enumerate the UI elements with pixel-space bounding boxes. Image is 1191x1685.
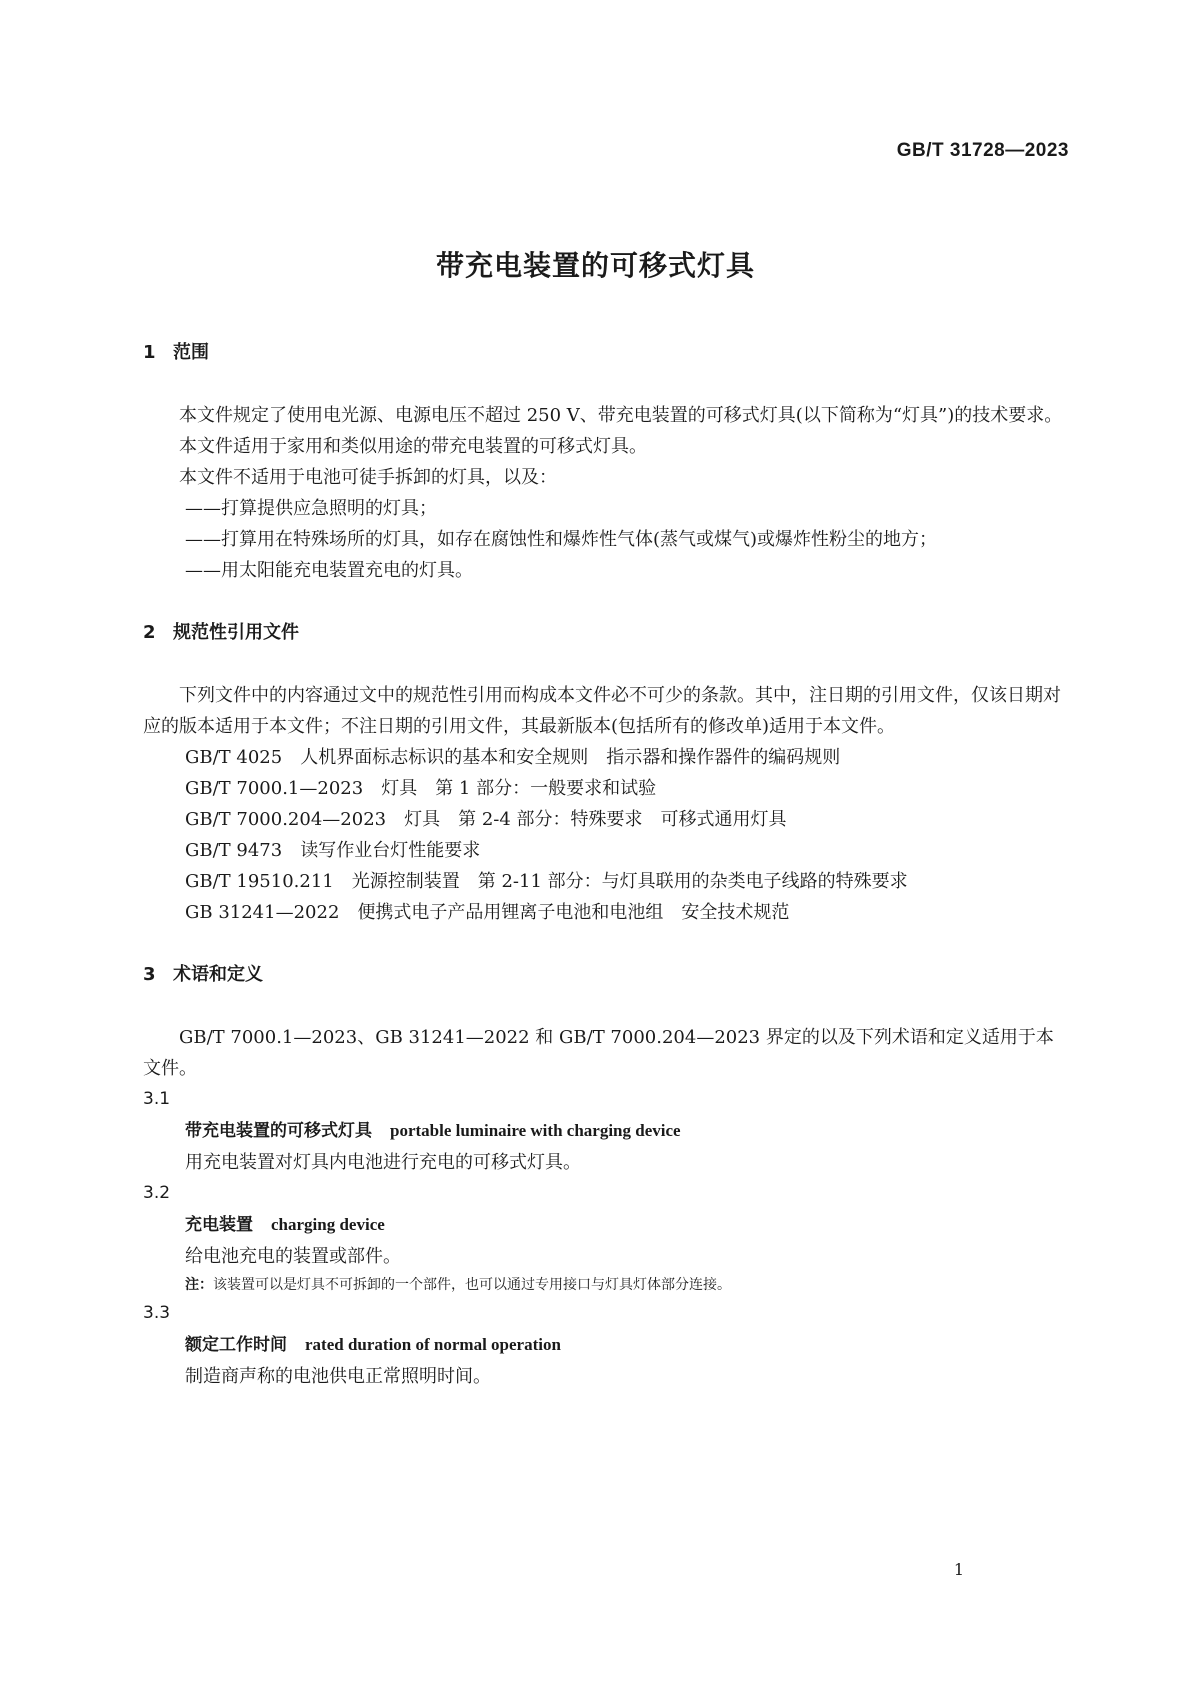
list-item: ——打算提供应急照明的灯具；	[185, 498, 437, 519]
term-number: 3.3	[143, 1303, 171, 1323]
term-heading	[143, 1209, 1063, 1241]
section-heading-terms	[143, 960, 1063, 990]
term-heading	[143, 1115, 1063, 1147]
paragraph: GB/T 7000.1—2023、GB 31241—2022 和 GB/T 7000.204—2023 界定的以及下列术语和定义适用于本文件。	[143, 1027, 1054, 1079]
reference-item: GB/T 7000.204—2023 灯具 第 2-4 部分：特殊要求 可移式通用灯具	[185, 809, 787, 830]
reference-item: GB/T 9473 读写作业台灯性能要求	[185, 840, 481, 861]
document-body	[143, 338, 1063, 1392]
note-label: 注：	[185, 1277, 213, 1293]
paragraph: 下列文件中的内容通过文中的规范性引用而构成本文件必不可少的条款。其中，注日期的引用文件，仅该日期对应的版本适用于本文件；不注日期的引用文件，其最新版本(包括所有的修改单)适用于本文件。	[143, 685, 1061, 737]
page-number: 1	[953, 1560, 964, 1579]
reference-item: GB/T 7000.1—2023 灯具 第 1 部分：一般要求和试验	[185, 778, 657, 799]
term-zh: 额定工作时间	[185, 1335, 287, 1355]
term-definition: 用充电装置对灯具内电池进行充电的可移式灯具。	[185, 1152, 581, 1173]
term-number: 3.2	[143, 1183, 171, 1203]
section-heading-scope	[143, 338, 1063, 368]
section-heading-normative-references	[143, 618, 1063, 648]
page-title: 带充电装置的可移式灯具	[435, 249, 755, 282]
section-title: 术语和定义	[173, 964, 263, 985]
list-item: ——打算用在特殊场所的灯具，如存在腐蚀性和爆炸性气体(蒸气或煤气)或爆炸性粉尘的地方；	[185, 529, 938, 550]
reference-item: GB/T 4025 人机界面标志标识的基本和安全规则 指示器和操作器件的编码规则	[185, 747, 841, 768]
term-en: charging device	[271, 1215, 385, 1234]
reference-item: GB 31241—2022 便携式电子产品用锂离子电池和电池组 安全技术规范	[185, 902, 790, 923]
term-note	[143, 1272, 1063, 1298]
section-number: 3	[143, 964, 156, 985]
term-definition: 制造商声称的电池供电正常照明时间。	[185, 1366, 491, 1387]
term-en: portable luminaire with charging device	[390, 1121, 681, 1140]
document-code: GB/T 31728—2023	[896, 140, 1069, 161]
list-item: ——用太阳能充电装置充电的灯具。	[185, 560, 473, 581]
term-heading	[143, 1329, 1063, 1361]
paragraph: 本文件规定了使用电光源、电源电压不超过 250 V、带充电装置的可移式灯具(以下简称为“灯具”)的技术要求。	[179, 405, 1063, 426]
section-number: 1	[143, 342, 156, 363]
term-definition: 给电池充电的装置或部件。	[185, 1246, 401, 1267]
reference-item: GB/T 19510.211 光源控制装置 第 2-11 部分：与灯具联用的杂类电子线路的特殊要求	[185, 871, 908, 892]
term-zh: 充电装置	[185, 1215, 253, 1235]
term-zh: 带充电装置的可移式灯具	[185, 1121, 372, 1141]
term-number: 3.1	[143, 1089, 171, 1109]
note-text: 该装置可以是灯具不可拆卸的一个部件，也可以通过专用接口与灯具灯体部分连接。	[213, 1277, 731, 1293]
section-title: 规范性引用文件	[173, 622, 299, 643]
term-en: rated duration of normal operation	[305, 1335, 561, 1354]
paragraph: 本文件适用于家用和类似用途的带充电装置的可移式灯具。	[179, 436, 647, 457]
section-title: 范围	[173, 342, 209, 363]
paragraph: 本文件不适用于电池可徒手拆卸的灯具，以及：	[179, 467, 557, 488]
section-number: 2	[143, 622, 156, 643]
